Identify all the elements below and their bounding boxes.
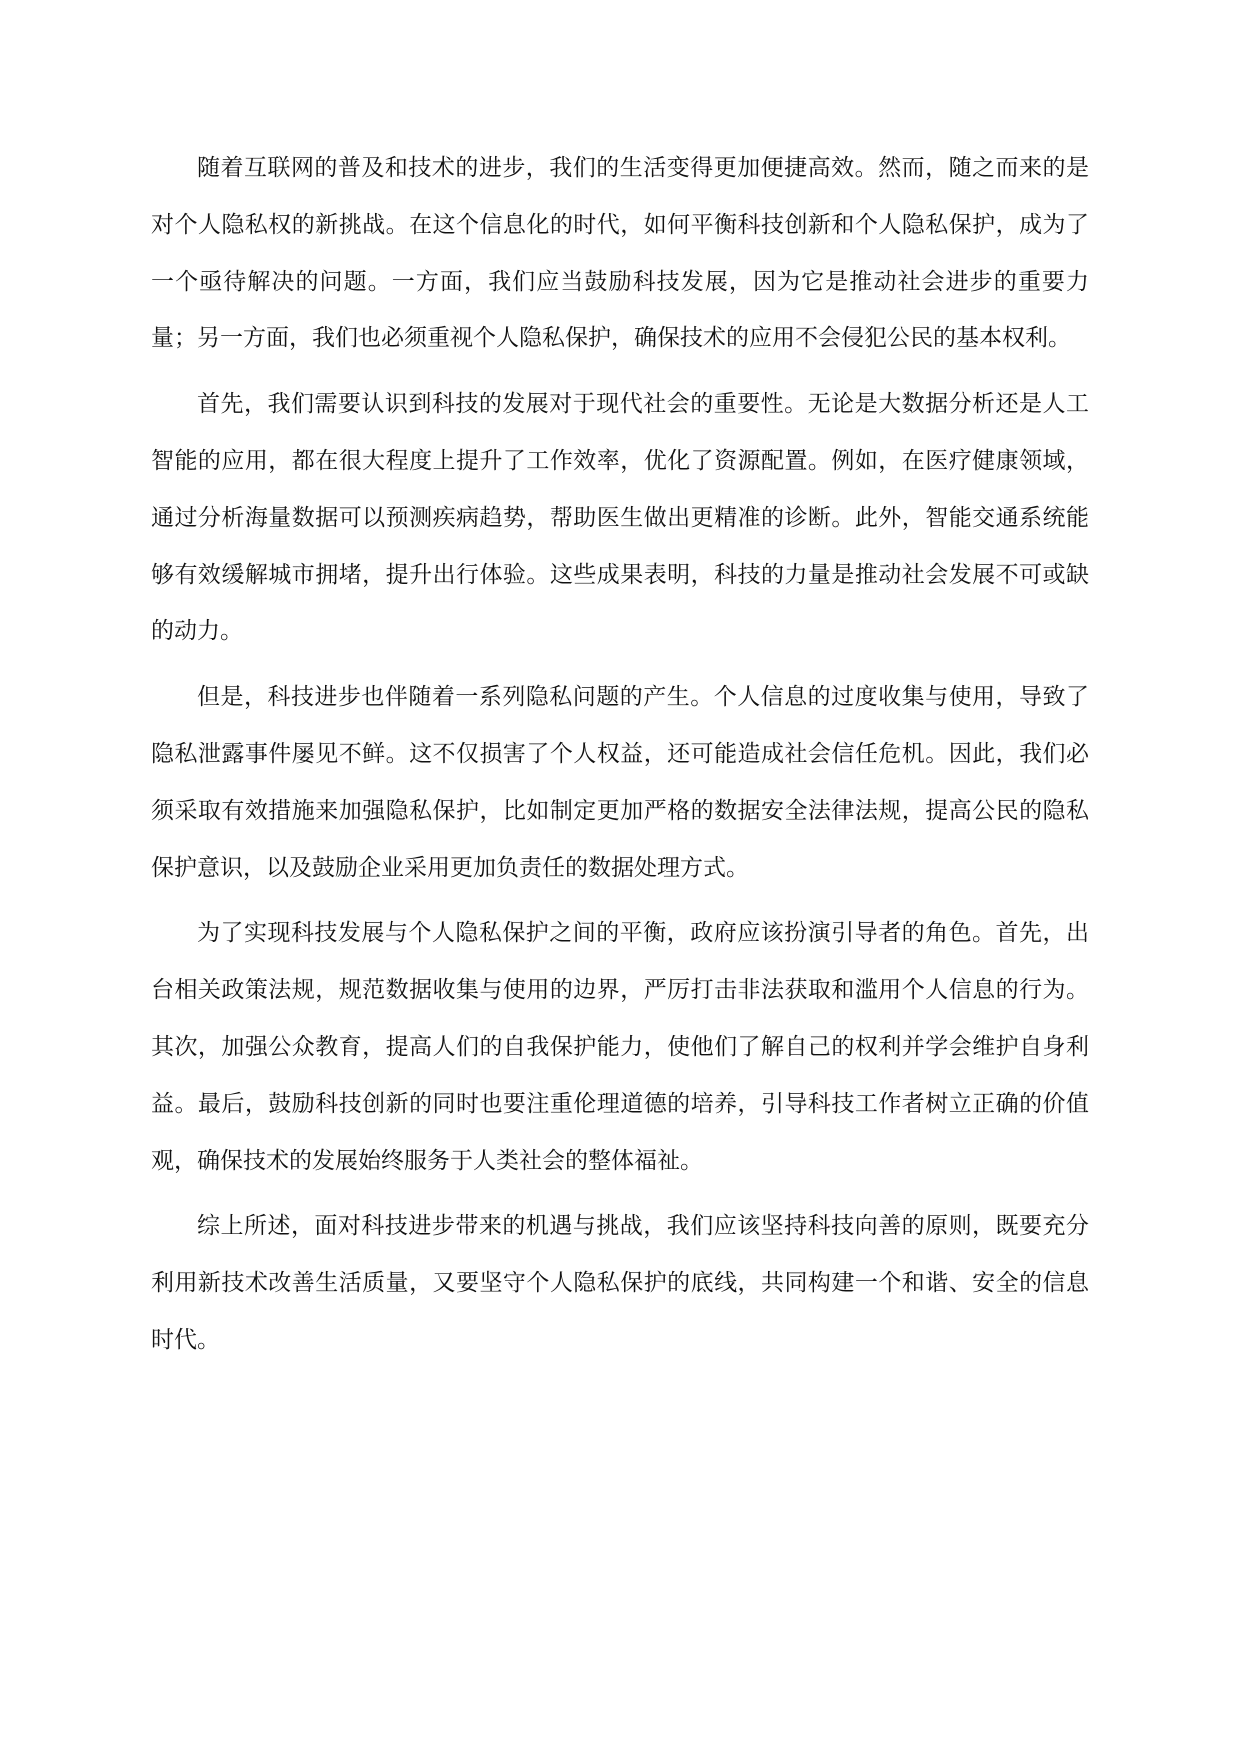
paragraph-3: 但是，科技进步也伴随着一系列隐私问题的产生。个人信息的过度收集与使用，导致了隐私泄露事件屡见不鲜。这不仅损害了个人权益，还可能造成社会信任危机。因此，我们必须采取有效措施来加强隐私保护，比如制定更加严格的数据安全法律法规，提高公民的隐私保护意识，以及鼓励企业采用更加负责任的数据处理方式。 [151, 684, 1089, 881]
paragraph-4: 为了实现科技发展与个人隐私保护之间的平衡，政府应该扮演引导者的角色。首先，出台相关政策法规，规范数据收集与使用的边界，严厉打击非法获取和滥用个人信息的行为。其次，加强公众教育，提高人们的自我保护能力，使他们了解自己的权利并学会维护自身利益。最后，鼓励科技创新的同时也要注重伦理道德的培养，引导科技工作者树立正确的价值观，确保技术的发展始终服务于人类社会的整体福祉。 [151, 920, 1089, 1174]
document-body [151, 140, 1089, 1378]
paragraph-5: 综上所述，面对科技进步带来的机遇与挑战，我们应该坚持科技向善的原则，既要充分利用新技术改善生活质量，又要坚守个人隐私保护的底线，共同构建一个和谐、安全的信息时代。 [151, 1213, 1089, 1353]
paragraph-1: 随着互联网的普及和技术的进步，我们的生活变得更加便捷高效。然而，随之而来的是对个人隐私权的新挑战。在这个信息化的时代，如何平衡科技创新和个人隐私保护，成为了一个亟待解决的问题。一方面，我们应当鼓励科技发展，因为它是推动社会进步的重要力量；另一方面，我们也必须重视个人隐私保护，确保技术的应用不会侵犯公民的基本权利。 [151, 155, 1089, 352]
paragraph-2: 首先，我们需要认识到科技的发展对于现代社会的重要性。无论是大数据分析还是人工智能的应用，都在很大程度上提升了工作效率，优化了资源配置。例如，在医疗健康领域，通过分析海量数据可以预测疾病趋势，帮助医生做出更精准的诊断。此外，智能交通系统能够有效缓解城市拥堵，提升出行体验。这些成果表明，科技的力量是推动社会发展不可或缺的动力。 [151, 391, 1089, 645]
